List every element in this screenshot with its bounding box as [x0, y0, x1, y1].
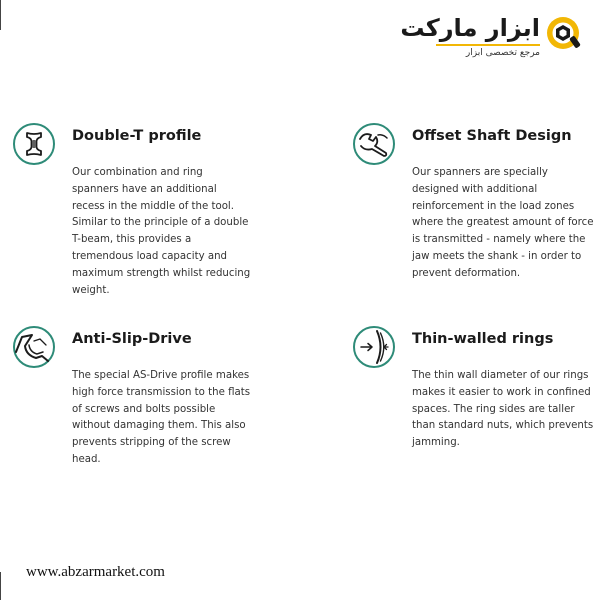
thin-walled-ring-icon [352, 325, 396, 369]
logo-tagline: مرجع تخصصی ابزار [465, 48, 540, 58]
double-t-profile-icon [12, 122, 56, 166]
brand-logo[interactable] [400, 14, 586, 62]
feature-description: The special AS-Drive profile makes high force transmission to the flats of screws and bolts possible without damaging them. This also prevents stripping of the screw head. [72, 370, 251, 465]
logo-name: ابزار مارکت [400, 14, 540, 42]
website-url[interactable]: www.abzarmarket.com [26, 564, 165, 580]
anti-slip-drive-icon [12, 325, 56, 369]
feature-description: Our combination and ring spanners have an additional recess in the middle of the tool. Similar to the principle of a double T-beam, this provides a tremendous load capacity and maximum strength whilst reducing weight. [72, 167, 251, 296]
feature-title: Thin-walled rings [412, 331, 554, 347]
feature-title: Double-T profile [72, 128, 202, 144]
offset-shaft-icon [352, 122, 396, 166]
wrench-ring-logo-icon [544, 14, 582, 52]
feature-description: Our spanners are specially designed with additional reinforcement in the load zones where the greatest amount of force is transmitted - namely where the jaw meets the shank - in order to prevent deformation. [412, 167, 594, 279]
feature-title: Offset Shaft Design [412, 128, 572, 144]
logo-underline [436, 44, 540, 46]
edge-mark-top [0, 0, 1, 30]
feature-description: The thin wall diameter of our rings makes it easier to work in confined spaces. The ring sides are taller than standard nuts, which prevents jamming. [412, 370, 594, 449]
feature-title: Anti-Slip-Drive [72, 331, 192, 347]
edge-mark-bottom [0, 572, 1, 600]
